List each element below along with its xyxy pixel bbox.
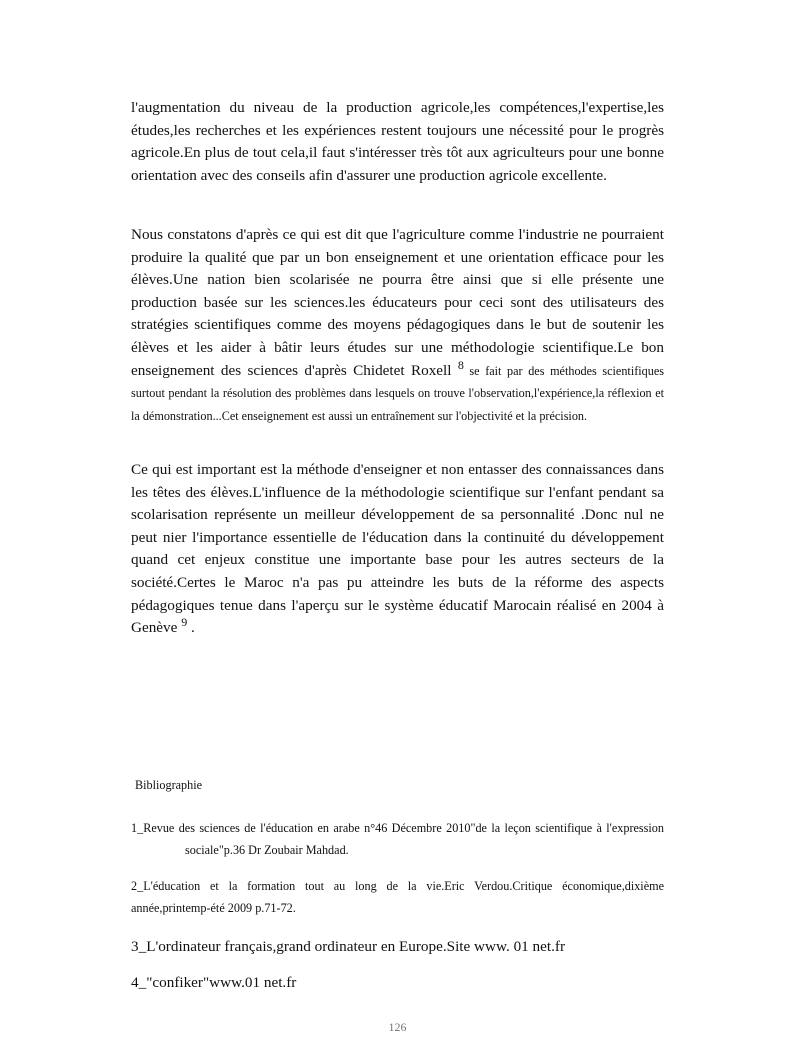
paragraph-agriculture-progress: l'augmentation du niveau de la production agricole,les compétences,l'expertise,les études,les recherches et les expériences restent toujours une nécessité pour le progrès agricole.En plus de tout cela,il faut s'intéresser très tôt aux agriculteurs pour une bonne orientation avec des conseils afin d'assurer une production agricole excellente. <box>131 99 664 184</box>
reference-text-continued: sociale"p.36 Dr Zoubair Mahdad. <box>185 843 349 857</box>
bibliography-item: 3_L'ordinateur français,grand ordinateur en Europe.Site www. 01 net.fr <box>131 938 566 955</box>
bibliography-item <box>131 817 664 861</box>
reference-text: 1_Revue des sciences de l'éducation en arabe n°46 Décembre 2010"de la leçon scientifique à l'expression <box>131 821 664 835</box>
paragraph-scientific-teaching <box>131 224 664 427</box>
paragraph-text-small: se fait par des méthodes scientifiques surtout pendant la résolution des problèmes dans lesquels on trouve l'observation,l'expérience,la réflexion et la démonstration...Cet enseignement est aussi un entraînement sur l'objectivité et la précision. <box>131 363 664 423</box>
paragraph-text: Ce qui est important est la méthode d'enseigner et non entasser des connaissances dans les têtes des élèves.L'influence de la méthodologie scientifique sur l'enfant pendant sa scolarisation représente un meilleur développement de sa personnalité .Donc nul ne peut nier l'importance essentielle de l'éducation dans la continuité du développement quand cet enjeux constitue une importante base pour les autres secteurs de la société.Certes le Maroc n'a pas pu atteindre les buts de la réforme des aspects pédagogiques tenue dans l'aperçu sur le système éducatif Marocain réalisé en 2004 à Genève <box>131 461 664 637</box>
footnote-reference[interactable]: 8 <box>457 357 464 372</box>
bibliography-item: 4_"confiker"www.01 net.fr <box>131 974 297 991</box>
bibliography-item: 2_L'éducation et la formation tout au long de la vie.Eric Verdou.Critique économique,dixième année,printemp-été 2009 p.71-72. <box>131 879 664 915</box>
footnote-reference[interactable]: 9 <box>181 615 188 630</box>
page-number: 126 <box>388 1020 407 1034</box>
bibliography-heading: Bibliographie <box>135 778 203 792</box>
paragraph-text-end: . <box>187 619 195 637</box>
paragraph-teaching-method <box>131 459 664 640</box>
paragraph-text: Nous constatons d'après ce qui est dit que l'agriculture comme l'industrie ne pourraient produire la qualité que par un bon enseignement et une orientation efficace pour les élèves.Une nation bien scolarisée ne pourra être ainsi que si elle présente une production basée sur les sciences.les éducateurs pour ceci sont des utilisateurs des stratégies scientifiques comme des moyens pédagogiques dans le but de soutenir les élèves et les aider à bâtir leurs études sur une méthodologie scientifique.Le bon enseignement des sciences d'après Chidetet Roxell <box>131 226 664 379</box>
